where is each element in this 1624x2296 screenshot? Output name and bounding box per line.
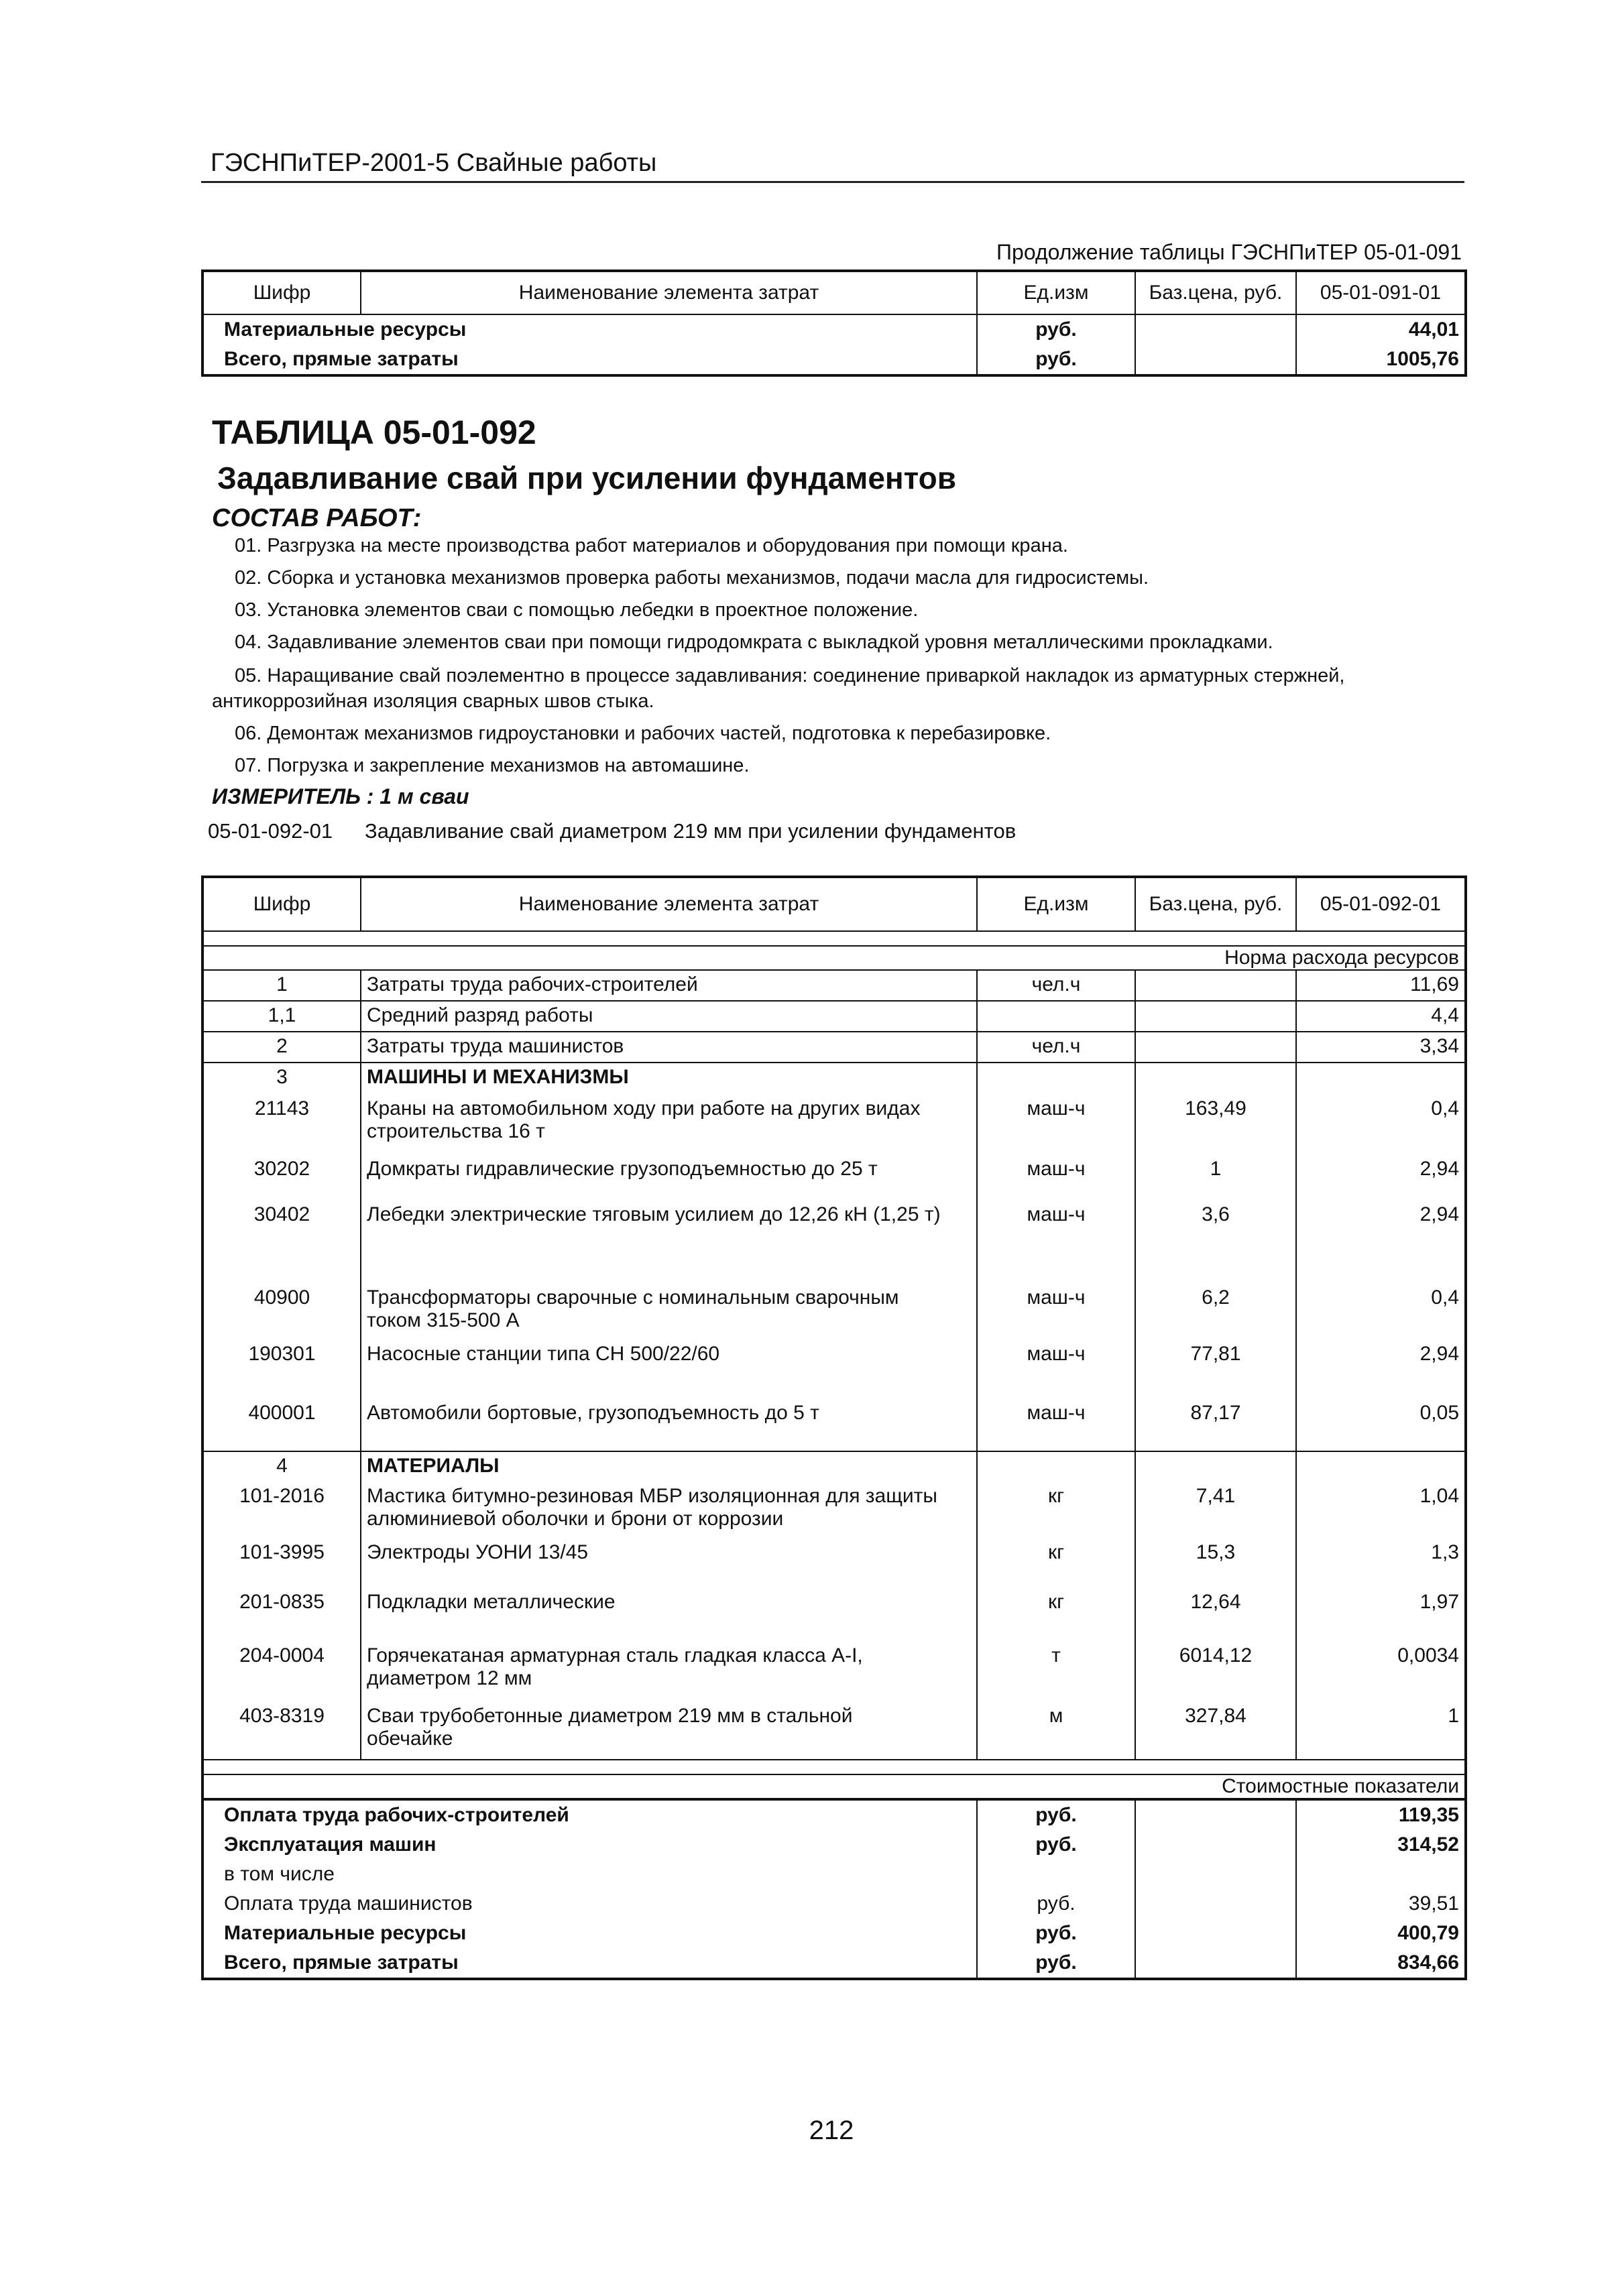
col-name-header: Наименование элемента затрат <box>361 271 977 314</box>
col-value-header: 05-01-091-01 <box>1296 271 1466 314</box>
summary-row <box>202 1948 1466 1979</box>
row-code: 201-0835 <box>202 1588 361 1642</box>
summary-name: Всего, прямые затраты <box>202 1948 977 1979</box>
summary-unit: руб. <box>977 1799 1135 1830</box>
col-value-header: 05-01-092-01 <box>1296 877 1466 931</box>
row-name <box>361 1642 977 1702</box>
row-name-line2: обечайке <box>367 1728 453 1750</box>
row-price <box>1135 1032 1296 1063</box>
summary-unit: руб. <box>977 1830 1135 1860</box>
row-price <box>1135 970 1296 1001</box>
summary-row <box>202 1830 1466 1860</box>
row-value: 2,94 <box>1296 1201 1466 1284</box>
row-name: Всего, прямые затраты <box>202 345 977 375</box>
summary-name: Оплата труда машинистов <box>202 1889 977 1919</box>
section-heading: МАТЕРИАЛЫ <box>361 1451 977 1482</box>
table-row <box>202 1702 1466 1760</box>
work-item: 07. Погрузка и закрепление механизмов на автомашине. <box>235 755 750 776</box>
table-row <box>202 314 1466 345</box>
table-subtitle: Задавливание свай при усилении фундаментов <box>217 461 956 495</box>
row-value: 0,4 <box>1296 1284 1466 1340</box>
row-price: 7,41 <box>1135 1482 1296 1538</box>
row-price: 6014,12 <box>1135 1642 1296 1702</box>
row-value: 1,3 <box>1296 1538 1466 1588</box>
summary-name: Оплата труда рабочих-строителей <box>202 1799 977 1830</box>
row-name-line1: Краны на автомобильном ходу при работе на других видах <box>367 1097 921 1120</box>
summary-unit: руб. <box>977 1919 1135 1948</box>
row-unit: кг <box>977 1588 1135 1642</box>
col-code-header: Шифр <box>202 877 361 931</box>
row-name: Электроды УОНИ 13/45 <box>361 1538 977 1588</box>
summary-name: Эксплуатация машин <box>202 1830 977 1860</box>
work-item: 02. Сборка и установка механизмов проверка работы механизмов, подачи масла для гидросистемы. <box>235 567 1149 589</box>
page-number: 212 <box>809 2116 854 2145</box>
row-price: 77,81 <box>1135 1340 1296 1399</box>
row-price <box>1135 1063 1296 1095</box>
row-name-line1: Сваи трубобетонные диаметром 219 мм в стальной <box>367 1705 853 1727</box>
row-price: 87,17 <box>1135 1399 1296 1451</box>
table-row <box>202 1538 1466 1588</box>
summary-unit: руб. <box>977 1948 1135 1979</box>
cost-label: Стоимостные показатели <box>202 1774 1466 1799</box>
row-name: Лебедки электрические тяговым усилием до 12,26 кН (1,25 т) <box>361 1201 977 1284</box>
col-unit-header: Ед.изм <box>977 877 1135 931</box>
row-name: Подкладки металлические <box>361 1588 977 1642</box>
row-unit: маш-ч <box>977 1284 1135 1340</box>
row-unit: чел.ч <box>977 970 1135 1001</box>
resource-table <box>201 875 1467 1980</box>
summary-value <box>1296 1860 1466 1889</box>
summary-row <box>202 1919 1466 1948</box>
summary-price <box>1135 1889 1296 1919</box>
row-price <box>1135 1001 1296 1032</box>
table-row <box>202 1201 1466 1284</box>
work-item: 04. Задавливание элементов сваи при помощи гидродомкрата с выкладкой уровня металлическими прокладками. <box>235 631 1273 653</box>
row-name-line2: диаметром 12 мм <box>367 1667 532 1689</box>
row-price: 12,64 <box>1135 1588 1296 1642</box>
row-value: 1,04 <box>1296 1482 1466 1538</box>
row-code: 40900 <box>202 1284 361 1340</box>
row-value: 0,0034 <box>1296 1642 1466 1702</box>
row-name-line1: Мастика битумно-резиновая МБР изоляционная для защиты <box>367 1485 937 1507</box>
separator-row <box>202 1760 1466 1774</box>
table-row <box>202 1642 1466 1702</box>
work-item: 01. Разгрузка на месте производства работ материалов и оборудования при помощи крана. <box>235 535 1068 556</box>
table-row <box>202 345 1466 375</box>
row-price <box>1135 314 1296 345</box>
summary-row <box>202 1799 1466 1830</box>
row-price <box>1135 1451 1296 1482</box>
row-name: Затраты труда рабочих-строителей <box>361 970 977 1001</box>
table-row <box>202 1095 1466 1155</box>
work-item: 03. Установка элементов сваи с помощью лебедки в проектное положение. <box>235 599 919 621</box>
summary-unit: руб. <box>977 1889 1135 1919</box>
summary-row <box>202 1889 1466 1919</box>
section-heading: МАШИНЫ И МЕХАНИЗМЫ <box>361 1063 977 1095</box>
row-unit: маш-ч <box>977 1095 1135 1155</box>
row-name <box>361 1482 977 1538</box>
summary-value: 400,79 <box>1296 1919 1466 1948</box>
row-value: 1005,76 <box>1296 345 1466 375</box>
row-name-line2: строительства 16 т <box>367 1120 545 1142</box>
continuation-table <box>201 269 1467 377</box>
table-title: ТАБЛИЦА 05-01-092 <box>212 414 536 451</box>
table-row <box>202 1001 1466 1032</box>
table-row <box>202 1482 1466 1538</box>
col-price-header: Баз.цена, руб. <box>1135 271 1296 314</box>
table-row <box>202 1032 1466 1063</box>
row-name-line2: алюминиевой оболочки и брони от коррозии <box>367 1508 784 1530</box>
header-rule <box>201 181 1464 183</box>
page-header-title: ГЭСНПиТЕР-2001-5 Свайные работы <box>211 149 657 177</box>
col-unit-header: Ед.изм <box>977 271 1135 314</box>
row-code: 400001 <box>202 1399 361 1451</box>
summary-value: 39,51 <box>1296 1889 1466 1919</box>
row-name <box>361 1095 977 1155</box>
summary-unit <box>977 1860 1135 1889</box>
item-code: 05-01-092-01 <box>208 819 333 843</box>
row-code: 1 <box>202 970 361 1001</box>
row-unit <box>977 1001 1135 1032</box>
continuation-header-row <box>202 271 1466 314</box>
summary-price <box>1135 1799 1296 1830</box>
summary-row <box>202 1860 1466 1889</box>
col-code-header: Шифр <box>202 271 361 314</box>
row-unit: чел.ч <box>977 1032 1135 1063</box>
table-row <box>202 1063 1466 1095</box>
table-row <box>202 970 1466 1001</box>
row-code: 3 <box>202 1063 361 1095</box>
separator-row <box>202 931 1466 946</box>
summary-name: Материальные ресурсы <box>202 1919 977 1948</box>
row-name <box>361 1702 977 1760</box>
row-price: 15,3 <box>1135 1538 1296 1588</box>
row-code: 30202 <box>202 1155 361 1201</box>
row-code: 101-2016 <box>202 1482 361 1538</box>
row-value: 0,05 <box>1296 1399 1466 1451</box>
col-name-header: Наименование элемента затрат <box>361 877 977 931</box>
row-code: 2 <box>202 1032 361 1063</box>
row-value: 2,94 <box>1296 1340 1466 1399</box>
row-name-line1: Горячекатаная арматурная сталь гладкая класса А-I, <box>367 1644 863 1667</box>
row-name <box>361 1284 977 1340</box>
work-item: 06. Демонтаж механизмов гидроустановки и рабочих частей, подготовка к перебазировке. <box>235 723 1051 744</box>
row-price: 163,49 <box>1135 1095 1296 1155</box>
row-unit <box>977 1063 1135 1095</box>
summary-value: 314,52 <box>1296 1830 1466 1860</box>
row-value: 11,69 <box>1296 970 1466 1001</box>
row-unit: маш-ч <box>977 1399 1135 1451</box>
row-code: 190301 <box>202 1340 361 1399</box>
table-row <box>202 1451 1466 1482</box>
row-price <box>1135 345 1296 375</box>
row-name: Автомобили бортовые, грузоподъемность до 5 т <box>361 1399 977 1451</box>
row-unit: руб. <box>977 345 1135 375</box>
item-description: Задавливание свай диаметром 219 мм при усилении фундаментов <box>365 819 1017 843</box>
work-item: 05. Наращивание свай поэлементно в процессе задавливания: соединение приваркой накладок из арматурных стержней, <box>235 665 1345 686</box>
work-composition-heading: СОСТАВ РАБОТ: <box>212 504 422 532</box>
row-value: 1,97 <box>1296 1588 1466 1642</box>
row-unit: м <box>977 1702 1135 1760</box>
row-value: 4,4 <box>1296 1001 1466 1032</box>
row-unit: маш-ч <box>977 1201 1135 1284</box>
summary-price <box>1135 1860 1296 1889</box>
row-code: 4 <box>202 1451 361 1482</box>
row-name: Насосные станции типа СН 500/22/60 <box>361 1340 977 1399</box>
row-price: 6,2 <box>1135 1284 1296 1340</box>
row-value: 0,4 <box>1296 1095 1466 1155</box>
summary-value: 834,66 <box>1296 1948 1466 1979</box>
row-name-line2: током 315-500 А <box>367 1309 520 1331</box>
table-row <box>202 1284 1466 1340</box>
row-code: 30402 <box>202 1201 361 1284</box>
row-code: 21143 <box>202 1095 361 1155</box>
row-name: Затраты труда машинистов <box>361 1032 977 1063</box>
table-row <box>202 1588 1466 1642</box>
row-code: 204-0004 <box>202 1642 361 1702</box>
table-row <box>202 1399 1466 1451</box>
summary-price <box>1135 1830 1296 1860</box>
col-price-header: Баз.цена, руб. <box>1135 877 1296 931</box>
continuation-caption: Продолжение таблицы ГЭСНПиТЕР 05-01-091 <box>996 240 1462 264</box>
summary-price <box>1135 1948 1296 1979</box>
row-code: 403-8319 <box>202 1702 361 1760</box>
row-value: 3,34 <box>1296 1032 1466 1063</box>
row-price: 3,6 <box>1135 1201 1296 1284</box>
row-unit: кг <box>977 1482 1135 1538</box>
row-value <box>1296 1063 1466 1095</box>
row-value <box>1296 1451 1466 1482</box>
summary-value: 119,35 <box>1296 1799 1466 1830</box>
row-price: 327,84 <box>1135 1702 1296 1760</box>
row-unit: т <box>977 1642 1135 1702</box>
row-unit <box>977 1451 1135 1482</box>
work-item-continuation: антикоррозийная изоляция сварных швов стыка. <box>212 690 654 712</box>
summary-price <box>1135 1919 1296 1948</box>
row-code: 101-3995 <box>202 1538 361 1588</box>
row-name-line1: Трансформаторы сварочные с номинальным сварочным <box>367 1286 899 1309</box>
row-name: Средний разряд работы <box>361 1001 977 1032</box>
row-value: 1 <box>1296 1702 1466 1760</box>
row-name: Домкраты гидравлические грузоподъемностью до 25 т <box>361 1155 977 1201</box>
resource-header-row <box>202 877 1466 931</box>
row-value: 2,94 <box>1296 1155 1466 1201</box>
row-code: 1,1 <box>202 1001 361 1032</box>
row-unit: маш-ч <box>977 1155 1135 1201</box>
row-unit: маш-ч <box>977 1340 1135 1399</box>
row-name: Материальные ресурсы <box>202 314 977 345</box>
table-row <box>202 1340 1466 1399</box>
summary-name: в том числе <box>202 1860 977 1889</box>
row-value: 44,01 <box>1296 314 1466 345</box>
norm-label: Норма расхода ресурсов <box>202 946 1466 970</box>
measurer-label: ИЗМЕРИТЕЛЬ : 1 м сваи <box>212 784 469 808</box>
row-price: 1 <box>1135 1155 1296 1201</box>
table-row <box>202 1155 1466 1201</box>
row-unit: руб. <box>977 314 1135 345</box>
row-unit: кг <box>977 1538 1135 1588</box>
